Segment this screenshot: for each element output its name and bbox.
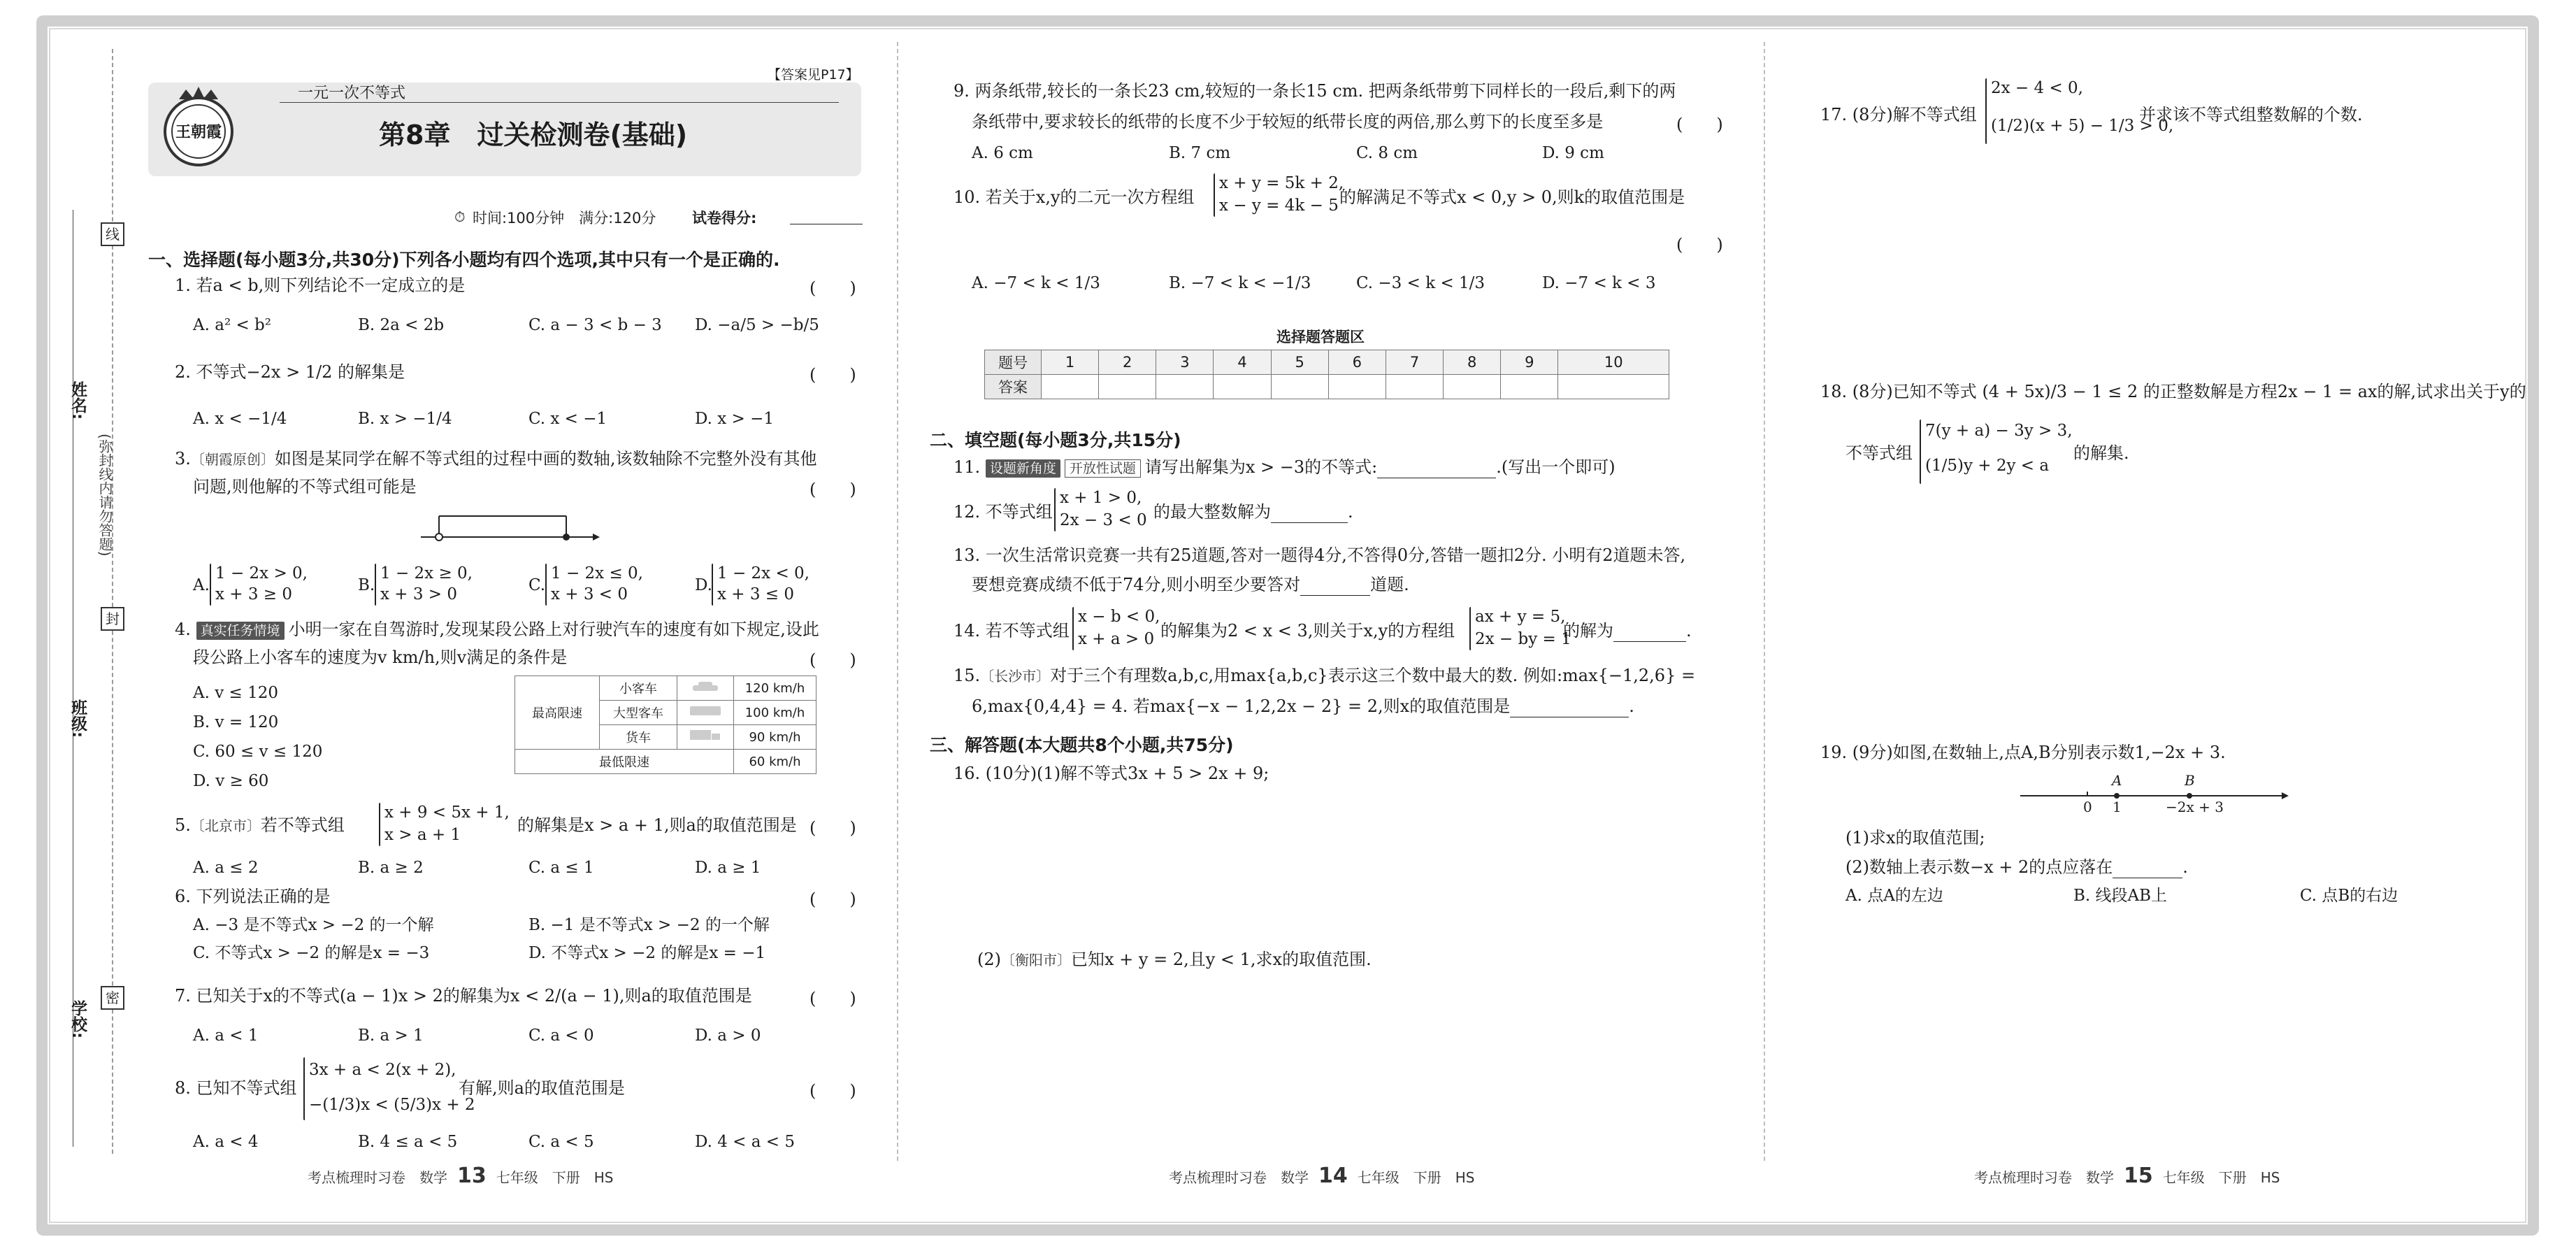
q17-brace: [1985, 78, 1987, 144]
q11-stem: [954, 456, 1616, 478]
answer-cell[interactable]: [1042, 375, 1099, 399]
page-number: 15: [2124, 1164, 2153, 1188]
table-row: [515, 750, 816, 774]
q4-option-a[interactable]: A. v ≤ 120: [193, 684, 279, 702]
q2-option-a[interactable]: A. x < −1/4: [193, 410, 287, 428]
q18-fraction: (4 + 5x)/3: [1982, 382, 2067, 401]
q8-option-a[interactable]: A. a < 4: [193, 1133, 259, 1151]
q10-option-d[interactable]: D. −7 < k < 3: [1542, 274, 1656, 292]
q1-option-a[interactable]: A. a² < b²: [193, 316, 272, 334]
q5-stem-b: 的解集是x > a + 1,则a的取值范围是: [517, 815, 797, 835]
column-separator-1: [897, 42, 898, 1161]
footer-page-14: [1169, 1164, 1474, 1188]
q16-part2-source: 〔衡阳市〕: [1001, 952, 1071, 968]
q3-option-c-eq1: 1 − 2x ≤ 0,: [551, 564, 643, 582]
q3-option-d-eq2: x + 3 ≤ 0: [717, 585, 795, 603]
page-number: 14: [1318, 1164, 1348, 1188]
q9-option-b[interactable]: B. 7 cm: [1169, 144, 1231, 162]
q11-hint: .(写出一个即可): [1496, 457, 1616, 477]
q3-option-b-eq2: x + 3 > 0: [380, 585, 458, 603]
q6-option-b[interactable]: B. −1 是不等式x > −2 的一个解: [528, 916, 770, 934]
q1-option-c[interactable]: C. a − 3 < b − 3: [528, 316, 662, 334]
q3-option-a-eq1: 1 − 2x > 0,: [215, 564, 308, 582]
tick-label-b: −2x + 3: [2166, 799, 2224, 815]
q10-brace: [1214, 173, 1215, 217]
q10-eq2: x − y = 4k − 5: [1219, 196, 1339, 215]
q6-option-c[interactable]: C. 不等式x > −2 的解是x = −3: [193, 944, 430, 962]
q1-answer-paren[interactable]: ( ): [810, 278, 856, 298]
q15-stem-line2-text: 6,max{0,4,4} = 4. 若max{−x − 1,2,2x − 2} = 2,则x的取值范围是: [972, 696, 1511, 716]
q5-answer-paren[interactable]: ( ): [810, 818, 856, 838]
q8-eq1: 3x + a < 2(x + 2),: [309, 1061, 456, 1079]
q11-tag-new-angle: 设题新角度: [986, 459, 1060, 478]
q11-number: 11.: [954, 457, 981, 477]
q12-stem-b-text: 的最大整数解为: [1153, 502, 1271, 522]
answer-cell[interactable]: [1558, 375, 1669, 399]
score-label: 试卷得分:: [692, 210, 757, 227]
q13-stem-line2: [972, 573, 1409, 596]
answer-cell[interactable]: [1271, 375, 1328, 399]
truck-icon: [677, 725, 734, 750]
class-label: 班级:: [69, 699, 87, 738]
q2-stem: 2. 不等式−2x > 1/2 的解集是: [175, 362, 405, 382]
q4-option-b[interactable]: B. v = 120: [193, 713, 279, 731]
section-2-heading: 二、填空题(每小题3分,共15分): [930, 430, 1181, 450]
bus-icon: [677, 701, 734, 725]
answer-grid-number: 9: [1501, 350, 1558, 375]
table-row: [985, 375, 1669, 399]
logo-badge: [158, 84, 239, 175]
q8-eq2: −(1/3)x < (5/3)x + 2: [309, 1096, 475, 1114]
q3-option-b-brace: [375, 564, 376, 606]
q12-eq2: 2x − 3 < 0: [1060, 511, 1147, 529]
q14-eq4: 2x − by = 1: [1475, 630, 1571, 648]
answer-cell[interactable]: [1444, 375, 1501, 399]
answer-grid-number: 4: [1214, 350, 1271, 375]
answer-grid-number: 2: [1099, 350, 1156, 375]
q3-stem-line1: [175, 448, 817, 471]
page-number: 13: [457, 1164, 487, 1188]
q7-option-d[interactable]: D. a > 0: [695, 1027, 761, 1045]
q5-option-b[interactable]: B. a ≥ 2: [358, 859, 424, 877]
q4-speed-limit-table: [515, 675, 816, 774]
table-row: [515, 676, 816, 701]
q2-option-b[interactable]: B. x > −1/4: [358, 410, 452, 428]
q17-eq2: (1/2)(x + 5) − 1/3 > 0,: [1991, 117, 2174, 135]
q4-number: 4.: [175, 620, 191, 639]
q8-option-b[interactable]: B. 4 ≤ a < 5: [358, 1133, 458, 1151]
limit-car: 120 km/h: [734, 676, 816, 701]
q14-eq1: x − b < 0,: [1078, 608, 1160, 626]
q4-stem-line1: [175, 618, 819, 641]
q15-stem-line2: 6,max{0,4,4} = 4. 若max{−x − 1,2,2x − 2} = 2,则x的取值范围是 .: [972, 696, 1634, 716]
q1-stem: 1. 若a < b,则下列结论不一定成立的是: [175, 276, 466, 295]
vehicle-bus: 大型客车: [600, 701, 677, 725]
name-label: 姓名:: [69, 381, 87, 420]
q2-option-d[interactable]: D. x > −1: [695, 410, 775, 428]
q5-source: 〔北京市〕: [190, 817, 261, 834]
q7-answer-paren[interactable]: ( ): [810, 989, 856, 1008]
q7-fraction: 2/(a − 1): [544, 986, 619, 1006]
q8-stem-b: 有解,则a的取值范围是: [459, 1078, 625, 1098]
q6-option-a[interactable]: A. −3 是不等式x > −2 的一个解: [193, 916, 434, 934]
q18-brace: [1920, 420, 1921, 484]
q7-option-c[interactable]: C. a < 0: [528, 1027, 594, 1045]
answer-grid-number: 7: [1386, 350, 1443, 375]
q18-line1: [1820, 380, 2526, 403]
q14-stem-c: 的解为 .: [1563, 621, 1692, 641]
school-label: 学校:: [69, 1000, 87, 1039]
answer-cell[interactable]: [1386, 375, 1443, 399]
q3-option-b-letter[interactable]: B.: [358, 576, 375, 594]
q2-answer-paren[interactable]: ( ): [810, 365, 856, 385]
q15-source: 〔长沙市〕: [980, 668, 1051, 685]
q16-part2-label: (2): [977, 950, 1001, 969]
q19-part1: (1)求x的取值范围;: [1845, 828, 1985, 848]
q9-answer-paren[interactable]: ( ): [1676, 115, 1723, 134]
time-info: 时间:100分钟 满分:120分: [473, 210, 656, 227]
q10-eq1: x + y = 5k + 2,: [1219, 174, 1344, 192]
page-title: 第8章 过关检测卷(基础): [379, 120, 688, 150]
q14-stem-c-text: 的解为: [1563, 621, 1613, 641]
logo-text: 王朝霞: [175, 123, 222, 141]
footer-series: 考点梳理时习卷 数学: [1169, 1169, 1309, 1186]
binding-note: (弥封线内请勿答题): [96, 434, 113, 557]
q14-stem-a: 14. 若不等式组: [954, 621, 1070, 641]
answer-cell[interactable]: [1156, 375, 1214, 399]
q13-stem-line2-b: 道题.: [1370, 575, 1409, 594]
answer-cell[interactable]: [1099, 375, 1156, 399]
answer-cell[interactable]: [1328, 375, 1386, 399]
q3-number-line-figure: [419, 506, 601, 551]
q4-context-tag: 真实任务情境: [196, 622, 285, 640]
q10-stem-b: 的解满足不等式x < 0,y > 0,则k的取值范围是: [1339, 187, 1685, 207]
q8-answer-paren[interactable]: ( ): [810, 1081, 856, 1101]
q11-tag-open: 开放性试题: [1065, 459, 1141, 478]
q1-option-b[interactable]: B. 2a < 2b: [358, 316, 445, 334]
q9-option-c[interactable]: C. 8 cm: [1356, 144, 1418, 162]
tick-label-1: 1: [2113, 799, 2122, 815]
answer-grid-number-label: 题号: [985, 350, 1042, 375]
answer-grid-number: 1: [1042, 350, 1099, 375]
q3-number: 3.: [175, 449, 191, 469]
answer-grid-number: 10: [1558, 350, 1669, 375]
q3-stem-line2: 问题,则他解的不等式组可能是: [193, 477, 417, 496]
answer-cell[interactable]: [1214, 375, 1271, 399]
q18-line2-a: 不等式组: [1845, 443, 1913, 463]
q10-option-c[interactable]: C. −3 < k < 1/3: [1356, 274, 1485, 292]
q14-brace-2: [1469, 607, 1471, 650]
q3-option-d-brace: [712, 564, 713, 606]
q4-stem-text-1: 小明一家在自驾游时,发现某段公路上对行驶汽车的速度有如下规定,设此: [288, 620, 819, 639]
q18-eq1: 7(y + a) − 3y > 3,: [1925, 422, 2073, 440]
q5-option-c[interactable]: C. a ≤ 1: [528, 859, 594, 877]
q7-option-b[interactable]: B. a > 1: [358, 1027, 424, 1045]
q11-stem-text: 请写出解集为x > −3的不等式:: [1144, 457, 1378, 477]
q4-option-d[interactable]: D. v ≥ 60: [193, 772, 269, 790]
q3-option-c-eq2: x + 3 < 0: [551, 585, 628, 603]
vehicle-truck: 货车: [600, 725, 677, 750]
q9-stem-line1: 9. 两条纸带,较长的一条长23 cm,较短的一条长15 cm. 把两条纸带剪下同样长的一段后,剩下的两: [954, 81, 1676, 101]
q14-answer-blank[interactable]: [1613, 641, 1686, 642]
footer-series: 考点梳理时习卷 数学: [308, 1169, 447, 1186]
q3-option-c-letter[interactable]: C.: [528, 576, 546, 594]
q4-stem-line2: 段公路上小客车的速度为v km/h,则v满足的条件是: [193, 648, 568, 667]
q18-eq2: (1/5)y + 2y < a: [1925, 457, 2050, 475]
q15-stem-text: 对于三个有理数a,b,c,用max{a,b,c}表示这三个数中最大的数. 例如:max{−1,2,6} =: [1050, 666, 1696, 685]
q19-number-line-figure: [2013, 772, 2293, 814]
q8-brace: [303, 1057, 305, 1120]
q10-stem-a: 10. 若关于x,y的二元一次方程组: [954, 187, 1195, 207]
q17-stem-a: 17. (8分)解不等式组: [1820, 105, 1977, 124]
q17-stem-b: 并求该不等式组整数解的个数.: [2139, 105, 2363, 124]
seal-line: 线: [101, 222, 124, 246]
q14-brace-1: [1072, 607, 1074, 650]
q5-eq2: x > a + 1: [384, 826, 461, 844]
answer-grid: [984, 350, 1669, 399]
min-limit-label: 最低限速: [515, 750, 734, 774]
q6-answer-paren[interactable]: ( ): [810, 889, 856, 909]
q4-option-c[interactable]: C. 60 ≤ v ≤ 120: [193, 743, 323, 761]
point-a-label: A: [2112, 772, 2122, 789]
q18-line2-b: 的解集.: [2073, 443, 2129, 463]
unit-underline: [280, 102, 839, 103]
q3-source-tag: 〔朝霞原创〕: [190, 451, 275, 468]
q8-option-d[interactable]: D. 4 < a < 5: [695, 1133, 796, 1151]
q5-option-d[interactable]: D. a ≥ 1: [695, 859, 761, 877]
unit-label: 一元一次不等式: [298, 85, 406, 102]
table-row: [985, 350, 1669, 375]
q7-stem: [175, 985, 752, 1007]
q16-part2-text: 已知x + y = 2,且y < 1,求x的取值范围.: [1071, 950, 1372, 969]
q3-answer-paren[interactable]: ( ): [810, 480, 856, 499]
q19-option-c[interactable]: C. 点B的右边: [2300, 887, 2398, 905]
q18-line1-b: − 1 ≤ 2 的正整数解是方程2x − 1 = ax的解,试求出关于y的: [2072, 382, 2526, 401]
q3-option-a-letter[interactable]: A.: [193, 576, 210, 594]
q15-number: 15.: [954, 666, 981, 685]
max-limit-label: 最高限速: [515, 676, 600, 750]
footer-series: 考点梳理时习卷 数学: [1974, 1169, 2114, 1186]
q19-option-b[interactable]: B. 线段AB上: [2073, 887, 2168, 905]
q3-option-a-brace: [210, 564, 211, 606]
limit-truck: 90 km/h: [734, 725, 816, 750]
q19-option-a[interactable]: A. 点A的左边: [1845, 887, 1943, 905]
q14-stem-b: 的解集为2 < x < 3,则关于x,y的方程组: [1160, 621, 1455, 641]
q5-eq1: x + 9 < 5x + 1,: [384, 803, 510, 822]
q1-option-d[interactable]: D. −a/5 > −b/5: [695, 316, 819, 334]
q6-stem: 6. 下列说法正确的是: [175, 887, 331, 906]
q12-brace: [1054, 488, 1056, 531]
q3-option-a-eq2: x + 3 ≥ 0: [215, 585, 293, 603]
q16-part1: 16. (10分)(1)解不等式3x + 5 > 2x + 9;: [954, 764, 1269, 783]
q3-stem-text-1: 如图是某同学在解不等式组的过程中画的数轴,该数轴除不完整外没有其他: [274, 449, 817, 469]
q3-option-c-brace: [545, 564, 547, 606]
q19-stem: 19. (9分)如图,在数轴上,点A,B分别表示数1,−2x + 3.: [1820, 743, 2226, 762]
q14-eq3: ax + y = 5,: [1475, 608, 1566, 626]
footer-grade: 七年级 下册 HS: [496, 1169, 614, 1186]
answer-reference: 【答案见P17】: [768, 67, 859, 83]
q13-answer-blank[interactable]: [1300, 595, 1370, 596]
point-b-label: B: [2185, 772, 2195, 789]
answer-grid-number: 5: [1271, 350, 1328, 375]
q8-stem-a: 8. 已知不等式组: [175, 1078, 297, 1098]
q6-option-d[interactable]: D. 不等式x > −2 的解是x = −1: [528, 944, 766, 962]
footer-grade: 七年级 下册 HS: [2162, 1169, 2280, 1186]
q12-stem-a: 12. 不等式组: [954, 502, 1053, 522]
footer-page-15: [1974, 1164, 2280, 1188]
q13-stem-line2-a: 要想竞赛成绩不低于74分,则小明至少要答对: [972, 575, 1301, 594]
q13-stem-line1: 13. 一次生活常识竞赛一共有25道题,答对一题得4分,不答得0分,答错一题扣2分. 小明有2道题未答,: [954, 545, 1686, 565]
q9-option-d[interactable]: D. 9 cm: [1542, 144, 1604, 162]
q4-answer-paren[interactable]: ( ): [810, 650, 856, 670]
q19-part2-text: (2)数轴上表示数−x + 2的点应落在: [1845, 857, 2113, 877]
footer-page-13: [308, 1164, 613, 1188]
q17-eq1: 2x − 4 < 0,: [1991, 79, 2083, 97]
tick-label-0: 0: [2083, 799, 2092, 815]
section-3-heading: 三、解答题(本大题共8个小题,共75分): [930, 735, 1234, 755]
q19-part2: (2)数轴上表示数−x + 2的点应落在 .: [1845, 857, 2188, 877]
q15-stem-line1: [954, 664, 1695, 687]
car-icon: [677, 676, 734, 701]
answer-grid-answer-label: 答案: [985, 375, 1042, 399]
vehicle-car: 小客车: [600, 676, 677, 701]
q9-stem-line2: 条纸带中,要求较长的纸带的长度不少于较短的纸带长度的两倍,那么剪下的长度至多是: [972, 112, 1604, 131]
section-1-heading: 一、选择题(每小题3分,共30分)下列各小题均有四个选项,其中只有一个是正确的.: [148, 250, 780, 270]
q3-option-d-letter[interactable]: D.: [695, 576, 712, 594]
q10-option-b[interactable]: B. −7 < k < −1/3: [1169, 274, 1311, 292]
seal-seal: 封: [101, 607, 124, 631]
q3-option-d-eq1: 1 − 2x < 0,: [717, 564, 810, 582]
q14-eq2: x + a > 0: [1078, 630, 1155, 648]
q7-option-a[interactable]: A. a < 1: [193, 1027, 259, 1045]
q5-stem-a: [175, 814, 345, 837]
min-limit-value: 60 km/h: [734, 750, 816, 774]
q10-answer-paren[interactable]: ( ): [1676, 235, 1723, 255]
q5-stem-text: 若不等式组: [260, 815, 345, 835]
q16-part2: [977, 948, 1372, 971]
q5-option-a[interactable]: A. a ≤ 2: [193, 859, 259, 877]
limit-bus: 100 km/h: [734, 701, 816, 725]
answer-cell[interactable]: [1501, 375, 1558, 399]
q5-number: 5.: [175, 815, 191, 835]
q7-stem-a: 7. 已知关于x的不等式(a − 1)x > 2的解集为x <: [175, 986, 540, 1006]
q12-stem-b: 的最大整数解为 .: [1153, 502, 1353, 522]
q5-brace: [379, 803, 380, 846]
q8-option-c[interactable]: C. a < 5: [528, 1133, 594, 1151]
q18-line1-a: 18. (8分)已知不等式: [1820, 382, 1977, 401]
answer-grid-number: 6: [1328, 350, 1386, 375]
q7-stem-b: ,则a的取值范围是: [619, 986, 752, 1006]
answer-grid-number: 3: [1156, 350, 1214, 375]
clock-icon: ⏱: [454, 208, 466, 225]
answer-area-title: 选择题答题区: [1276, 329, 1365, 345]
q9-option-a[interactable]: A. 6 cm: [972, 144, 1033, 162]
column-separator-2: [1764, 42, 1765, 1161]
q3-option-b-eq1: 1 − 2x ≥ 0,: [380, 564, 473, 582]
seal-secret: 密: [101, 986, 124, 1010]
footer-grade: 七年级 下册 HS: [1357, 1169, 1475, 1186]
q2-option-c[interactable]: C. x < −1: [528, 410, 607, 428]
answer-grid-number: 8: [1444, 350, 1501, 375]
q10-option-a[interactable]: A. −7 < k < 1/3: [972, 274, 1100, 292]
q12-answer-blank[interactable]: [1271, 522, 1348, 523]
q12-eq1: x + 1 > 0,: [1060, 489, 1142, 507]
